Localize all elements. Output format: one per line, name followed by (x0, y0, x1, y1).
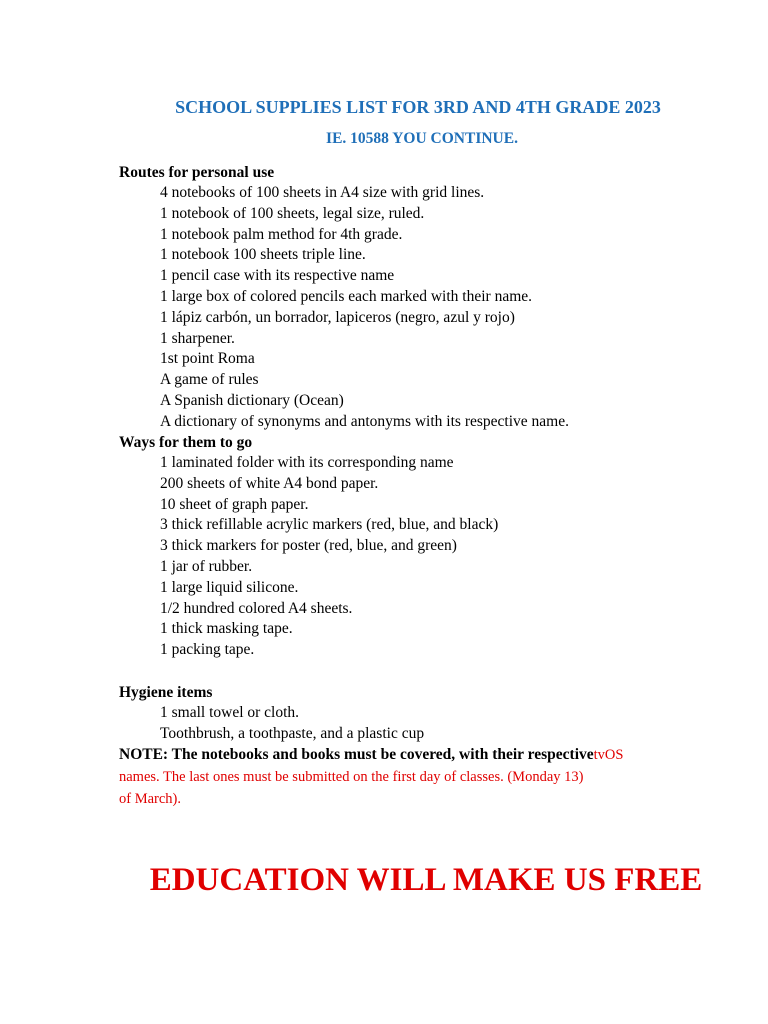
list-item (144, 578, 498, 599)
list-item-text: 1 thick masking tape. (160, 620, 293, 638)
list-item-text: Toothbrush, a toothpaste, and a plastic cup (160, 724, 425, 742)
list-item (144, 453, 498, 474)
list-item (144, 204, 569, 225)
list-item-text: A Spanish dictionary (Ocean) (160, 391, 344, 409)
list-item-text: 1 large liquid silicone. (160, 578, 299, 596)
list-item-text: 1 sharpener. (160, 329, 235, 347)
list-item (144, 724, 424, 745)
list-item-text: 1 lápiz carbón, un borrador, lapiceros (negro, azul y rojo) (160, 308, 515, 326)
list-personal-use (144, 183, 569, 433)
list-ways-to-go (144, 453, 498, 661)
list-item (144, 287, 569, 308)
section-heading-ways-to-go: Ways for them to go (119, 434, 253, 451)
slogan: EDUCATION WILL MAKE US FREE (149, 862, 703, 898)
list-item-text: 1 notebook palm method for 4th grade. (160, 225, 403, 243)
list-item (144, 349, 569, 370)
list-item-text: 1 small towel or cloth. (160, 704, 300, 721)
list-item-text: 1 pencil case with its respective name (160, 267, 395, 285)
list-item-text: 1 laminated folder with its corresponding name (160, 454, 454, 471)
list-item (144, 391, 569, 412)
list-item-text: 1 jar of rubber. (160, 557, 253, 575)
list-item (144, 245, 569, 266)
list-item-text: 1 packing tape. (160, 641, 255, 659)
list-item-text: 1 notebook of 100 sheets, legal size, ruled. (160, 204, 425, 222)
document-title: SCHOOL SUPPLIES LIST FOR 3RD AND 4TH GRADE 2023 (175, 97, 661, 117)
list-item (144, 557, 498, 578)
note-red-line-2: names. The last ones must be submitted on the first day of classes. (Monday 13) (119, 769, 584, 785)
list-item (144, 412, 569, 433)
list-item (144, 515, 498, 536)
note-paragraph (119, 744, 739, 810)
list-item-text: 4 notebooks of 100 sheets in A4 size with grid lines. (160, 184, 485, 201)
list-item (144, 640, 498, 661)
list-item (144, 495, 498, 516)
list-item-text: 10 sheet of graph paper. (160, 495, 309, 513)
section-heading-hygiene: Hygiene items (119, 684, 213, 701)
list-item (144, 225, 569, 246)
section-heading-personal-use: Routes for personal use (119, 164, 275, 181)
document-subtitle: IE. 10588 YOU CONTINUE. (326, 130, 518, 147)
list-item-text: A dictionary of synonyms and antonyms with its respective name. (160, 412, 569, 430)
list-item (144, 536, 498, 557)
list-hygiene (144, 703, 424, 745)
list-item (144, 266, 569, 287)
list-item (144, 308, 569, 329)
list-item-text: 1 large box of colored pencils each marked with their name. (160, 287, 533, 305)
note-red-suffix: tvOS (593, 747, 624, 763)
note-red-line-3: of March). (119, 791, 182, 807)
note-bold-text: NOTE: The notebooks and books must be covered, with their respective (119, 746, 594, 763)
list-item (144, 183, 569, 204)
list-item (144, 474, 498, 495)
list-item (144, 619, 498, 640)
list-item-text: 1st point Roma (160, 350, 255, 368)
list-item-text: 3 thick refillable acrylic markers (red, blue, and black) (160, 516, 499, 534)
list-item-text: 200 sheets of white A4 bond paper. (160, 474, 379, 492)
list-item-text: 1/2 hundred colored A4 sheets. (160, 599, 353, 617)
list-item-text: 1 notebook 100 sheets triple line. (160, 246, 366, 264)
list-item-text: 3 thick markers for poster (red, blue, and green) (160, 537, 457, 555)
list-item (144, 370, 569, 391)
list-item (144, 703, 424, 724)
list-item (144, 599, 498, 620)
list-item (144, 329, 569, 350)
list-item-text: A game of rules (160, 371, 259, 389)
